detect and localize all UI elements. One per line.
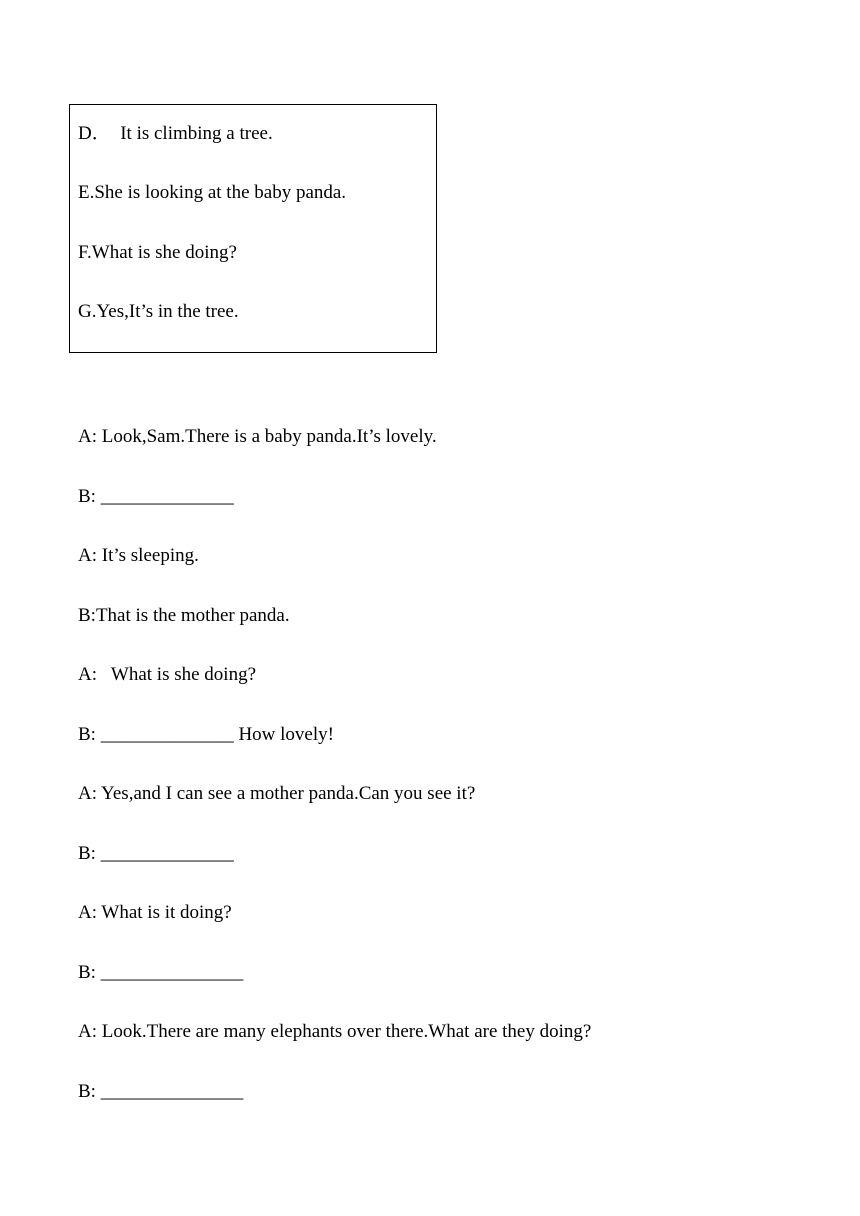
option-d: D． It is climbing a tree. xyxy=(78,123,273,144)
dialogue-line: B: _______________ xyxy=(78,1081,244,1102)
dialogue-line: A: Yes,and I can see a mother panda.Can you see it? xyxy=(78,783,476,804)
dialogue-line: B:That is the mother panda. xyxy=(78,605,290,626)
dialogue-line: B: ______________ xyxy=(78,843,234,864)
option-f: F.What is she doing? xyxy=(78,242,237,263)
dialogue-line: B: _______________ xyxy=(78,962,244,983)
dialogue-line: B: ______________ xyxy=(78,486,234,507)
dialogue-line: A: What is it doing? xyxy=(78,902,232,923)
dialogue-line: A: Look,Sam.There is a baby panda.It’s lovely. xyxy=(78,426,437,447)
option-g: G.Yes,It’s in the tree. xyxy=(78,301,239,322)
dialogue-line: A: What is she doing? xyxy=(78,664,257,685)
dialogue-line: A: It’s sleeping. xyxy=(78,545,199,566)
options-box xyxy=(69,104,437,353)
dialogue-line: B: ______________ How lovely! xyxy=(78,724,334,745)
option-e: E.She is looking at the baby panda. xyxy=(78,182,347,203)
dialogue-line: A: Look.There are many elephants over there.What are they doing? xyxy=(78,1021,592,1042)
